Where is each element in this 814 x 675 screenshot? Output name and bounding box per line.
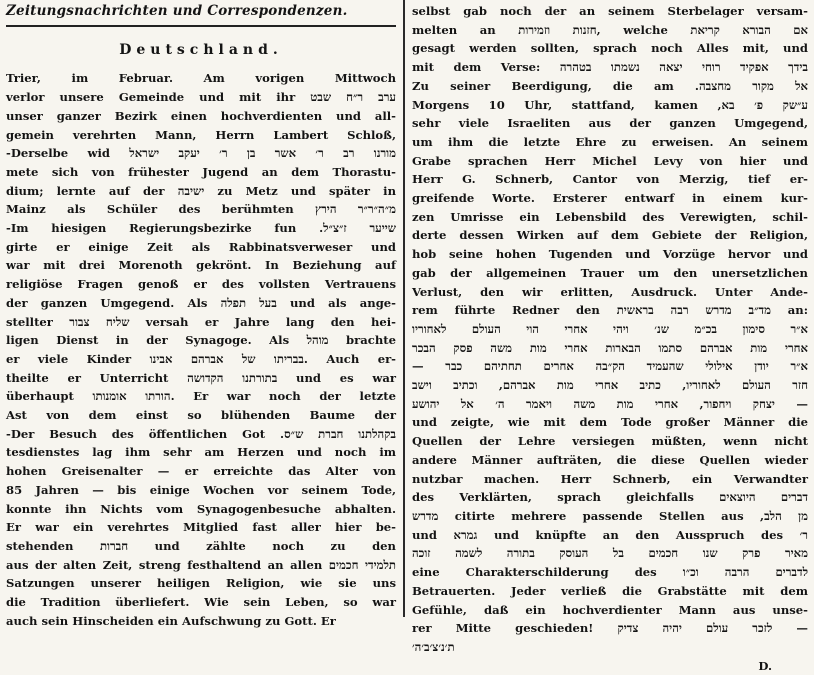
right-column [412,2,809,673]
section-title: Zeitungsnachrichten und Correspondenzen. [6,3,348,19]
text-line: א״ר יודן אילולי שהעמיד הק״בה אחרים תחתיהם כבר — [412,359,808,374]
right-article-text [412,2,808,657]
text-line: בקהלתנו חברת ש״ס. Der Besuch des öffentlichen Got- [6,426,396,441]
text-line: Quellen der Lehre versiegen müßten, wenn nicht [412,434,808,449]
text-line: mete sich von frühester Jugend an dem Thorastu- [6,164,396,179]
text-line: מן הלב, citirte mehrere passende Stellen aus מדרש [412,508,808,523]
title-rule [6,25,396,27]
left-column [6,2,396,628]
text-line: ת׳נ׳צ׳ב׳ה׳ [412,639,455,654]
text-line: — יצחק ויחפור, אחרי מות משה ויאמר ה׳ אל יהושע [412,396,808,411]
text-line: Satzungen unserer heiligen Religion, wie sie uns [6,576,396,591]
text-line: Grabe sprachen Herr Michel Levy von hier und [412,153,808,168]
text-line: ligen Dienst in der Synagoge. Als מוהל brachte [6,333,396,348]
text-line: לדברים הרבה וכ״ו eine Charakterschilderung des [412,565,808,580]
text-line: stehenden חברות und zählte noch zu den [6,538,396,553]
text-line: der ganzen Umgegend. Als בעל תפלה und als ange- [6,295,396,310]
text-line: dium; lernte auf der ישיבה zu Metz und später in [6,183,396,198]
text-line: theilte er Unterricht בתורתנו הקדושה und es war [6,370,396,385]
text-line: שייער ז״צ״ל. Im hiesigen Regierungsbezirke fun- [6,221,396,236]
text-line: des Verklärten, sprach gleichfalls דברים היוצאים [412,490,808,505]
text-line: sehr viele Israeliten aus der ganzen Umgegend, [412,116,808,131]
text-line: konnte ihn Nichts vom Synagogenbesuche abhalten. [6,501,396,516]
text-line: ערב ר״ח שבט verlor unsere Gemeinde und mit ihr [6,90,396,105]
author-signature: D. [758,658,772,673]
text-line: tesdienstes lag ihm sehr am Herzen und noch im [6,445,396,460]
text-line: war mit drei Morenoth gekrönt. In Beziehung auf [6,258,396,273]
text-line: er viele Kinder בבריתו של אברהם אבינו. Auch er- [6,351,396,366]
text-line: ע״שק פ׳ בא, Morgens 10 Uhr, stattfand, kamen [412,97,808,112]
text-line: 85 Jahren — bis einige Wochen vor seinem Tode, [6,482,396,497]
country-heading: Deutschland. [119,41,283,58]
text-line: Herr G. Schnerb, Cantor von Merzig, tief er- [412,172,808,187]
text-line: auch sein Hinscheiden ein Aufschwung zu Gott. Er [6,613,336,628]
text-line: אחרי מות אברהם סתמו הבארות אחרי מות משה פסק הבכר [412,340,808,355]
left-article-text [6,69,396,630]
text-line: nutzbar machen. Herr Schnerb, ein Verwandter [412,471,808,486]
text-line: andere Männer aufträten, die diese Quellen wieder [412,452,808,467]
text-line: חזר העולם לאחוריו, כתיב אחרי מות אברהם, וכתיב וישב [412,378,808,393]
text-line: die Tradition überliefert. Wie sein Leben, so war [6,595,396,610]
text-line: Verlust, den wir erlitten, Ausdruck. Unter Ande- [412,284,808,299]
text-line: rem führte Redner den מד״ב מדרש רבה בראשית an: [412,303,808,318]
text-line: zen Umrisse ein Lebensbild des Verewigten, schil- [412,209,808,224]
text-line: rer Mitte geschieden! לזכר עולם יהיה צדיק — [412,621,809,636]
column-divider [403,0,405,617]
text-line: selbst gab noch der an seinem Sterbelager versam- [412,4,808,18]
text-line: Betrauerten. Jeder verließ die Grabstätte mit dem [412,583,808,598]
text-line: überhaupt הורתו אומנותו. Er war noch der letzte [6,389,396,404]
text-line: gesagt werden sollten, sprach noch Alles mit, und [412,41,808,56]
text-line: hob seine hohen Tugenden und Vorzüge hervor und [412,247,808,262]
text-line: unser ganzer Bezirk einen hochverdienten und all- [6,108,396,123]
text-line: מאיר פרק שנו חכמים בל העוסק בתורה לשמה זוכה [412,546,808,561]
text-line: Gefühle, daß ein hochverdienter Mann aus unse- [412,602,808,617]
text-line: Ast von dem einst so blühenden Baume der [6,408,396,423]
text-line: תלמידי חכמים aus der alten Zeit, streng festhaltend an allen [6,557,396,572]
text-line: gemein verehrten Mann, Herrn Lambert Schloß, [6,127,396,142]
text-line: greifende Worte. Ersterer entwarf in einem kur- [412,191,808,206]
text-line: derte dessen Wirken auf dem Gebiete der Religion, [412,228,808,243]
text-line: religiöse Fragen genoß er des vollsten Vertrauens [6,277,396,292]
text-line: gab der allgemeinen Trauer um den unersetzlichen [412,265,808,280]
text-line: girte er einige Zeit als Rabbinatsverweser und [6,239,396,254]
text-line: Trier, im Februar. Am vorigen Mittwoch [6,71,396,86]
text-line: stellter שליח צבור versah er Jahre lang den hei- [6,314,396,329]
text-line: um ihm die letzte Ehre zu erweisen. An seinem [412,134,808,149]
text-line: und גמרא und knüpfte an den Ausspruch des ר׳ [412,527,808,542]
text-line: mit dem Verse: בידך אפקיד רוחי יצאה נשמתו בטהרה [412,60,809,75]
text-line: א״ר סימון בכ״מ שנ׳ ויהי אחרי הוי העולם לאחוריו [412,321,808,336]
text-line: אל מקור מחצבה. Zu seiner Beerdigung, die am [412,78,808,93]
text-line: melten an חזנות וזמירות, welche אם הבורא קריאת [412,22,808,37]
text-line: Mainz als Schüler des berühmten מ״ה״ר״ר הירץ [6,202,396,217]
text-line: מורנו רב ר׳ אשר בן ר׳ יעקב ישראל Derselbe wid- [6,146,396,161]
text-line: Er war ein verehrtes Mitglied fast aller hier be- [6,520,396,535]
text-line: hohen Greisenalter — er erreichte das Alter von [6,464,396,479]
text-line: und zeigte, wie mit dem Tode großer Männer die [412,415,808,430]
